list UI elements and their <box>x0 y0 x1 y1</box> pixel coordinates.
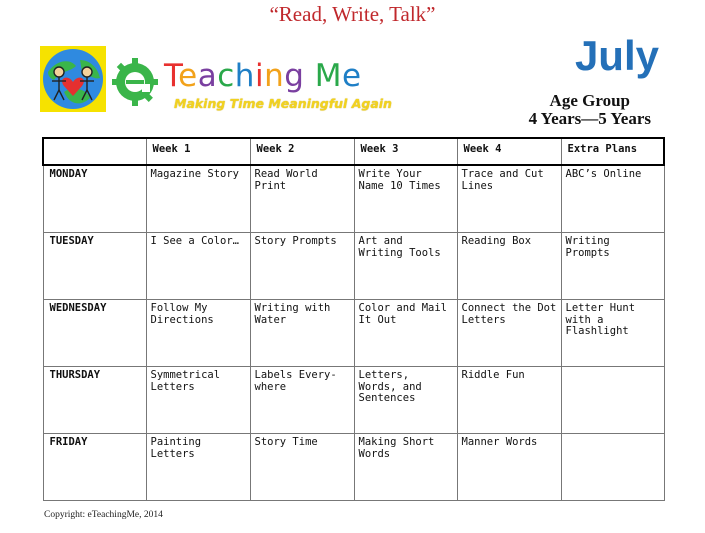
activity-cell: Symmetrical Letters <box>146 367 250 434</box>
activity-cell: Labels Every-where <box>250 367 354 434</box>
brand-letter: i <box>254 58 265 94</box>
brand-letter: e <box>342 58 362 94</box>
brand-letter <box>304 58 314 94</box>
activity-cell: Read World Print <box>250 165 354 233</box>
day-label: MONDAY <box>43 165 146 233</box>
activity-cell: Follow My Directions <box>146 300 250 367</box>
column-header-week-2: Week 2 <box>250 138 354 165</box>
column-header-extra-plans: Extra Plans <box>561 138 664 165</box>
logo <box>40 46 400 116</box>
globe-kids-icon <box>40 46 106 112</box>
activity-cell: Writing with Water <box>250 300 354 367</box>
table-row <box>43 165 664 233</box>
table-header-row <box>43 138 664 165</box>
day-label: TUESDAY <box>43 233 146 300</box>
activity-cell: Trace and Cut Lines <box>457 165 561 233</box>
brand-tagline: Making Time Meaningful Again <box>174 96 392 111</box>
activity-cell <box>561 367 664 434</box>
activity-cell: Letters, Words, and Sentences <box>354 367 457 434</box>
month-title: July <box>574 32 659 79</box>
day-label: FRIDAY <box>43 434 146 501</box>
activity-cell: Connect the Dot Letters <box>457 300 561 367</box>
activity-cell: Write Your Name 10 Times <box>354 165 457 233</box>
activity-cell: Manner Words <box>457 434 561 501</box>
activity-cell <box>561 434 664 501</box>
activity-cell: Art and Writing Tools <box>354 233 457 300</box>
activity-cell: Painting Letters <box>146 434 250 501</box>
day-label: WEDNESDAY <box>43 300 146 367</box>
age-group <box>529 92 651 128</box>
brand-letter: h <box>234 58 255 94</box>
activity-cell: ABC’s Online <box>561 165 664 233</box>
activity-cell: Reading Box <box>457 233 561 300</box>
brand-letter: g <box>284 58 305 94</box>
activity-cell: Color and Mail It Out <box>354 300 457 367</box>
copyright: Copyright: eTeachingMe, 2014 <box>44 510 163 520</box>
table-row <box>43 300 664 367</box>
table-row <box>43 367 664 434</box>
column-header-week-3: Week 3 <box>354 138 457 165</box>
brand-letter: n <box>264 58 285 94</box>
age-group-label: Age Group <box>549 91 630 110</box>
activity-cell: Letter Hunt with a Flashlight <box>561 300 664 367</box>
column-header <box>43 138 146 165</box>
gear-e-icon <box>112 52 158 112</box>
activity-cell: I See a Color… <box>146 233 250 300</box>
day-label: THURSDAY <box>43 367 146 434</box>
page-title: “Read, Write, Talk” <box>269 2 436 26</box>
column-header-week-1: Week 1 <box>146 138 250 165</box>
lesson-plan-table <box>42 137 665 501</box>
activity-cell: Story Prompts <box>250 233 354 300</box>
table-row <box>43 233 664 300</box>
activity-cell: Story Time <box>250 434 354 501</box>
brand-letter: e <box>178 58 198 94</box>
column-header-week-4: Week 4 <box>457 138 561 165</box>
activity-cell: Making Short Words <box>354 434 457 501</box>
brand-letter: T <box>164 58 179 94</box>
activity-cell: Writing Prompts <box>561 233 664 300</box>
activity-cell: Riddle Fun <box>457 367 561 434</box>
activity-cell: Magazine Story <box>146 165 250 233</box>
brand-letter: a <box>197 58 218 94</box>
brand-letter: M <box>314 58 343 94</box>
table-row <box>43 434 664 501</box>
brand-name <box>164 58 362 94</box>
brand-letter: c <box>217 58 235 94</box>
age-range: 4 Years—5 Years <box>528 109 651 128</box>
